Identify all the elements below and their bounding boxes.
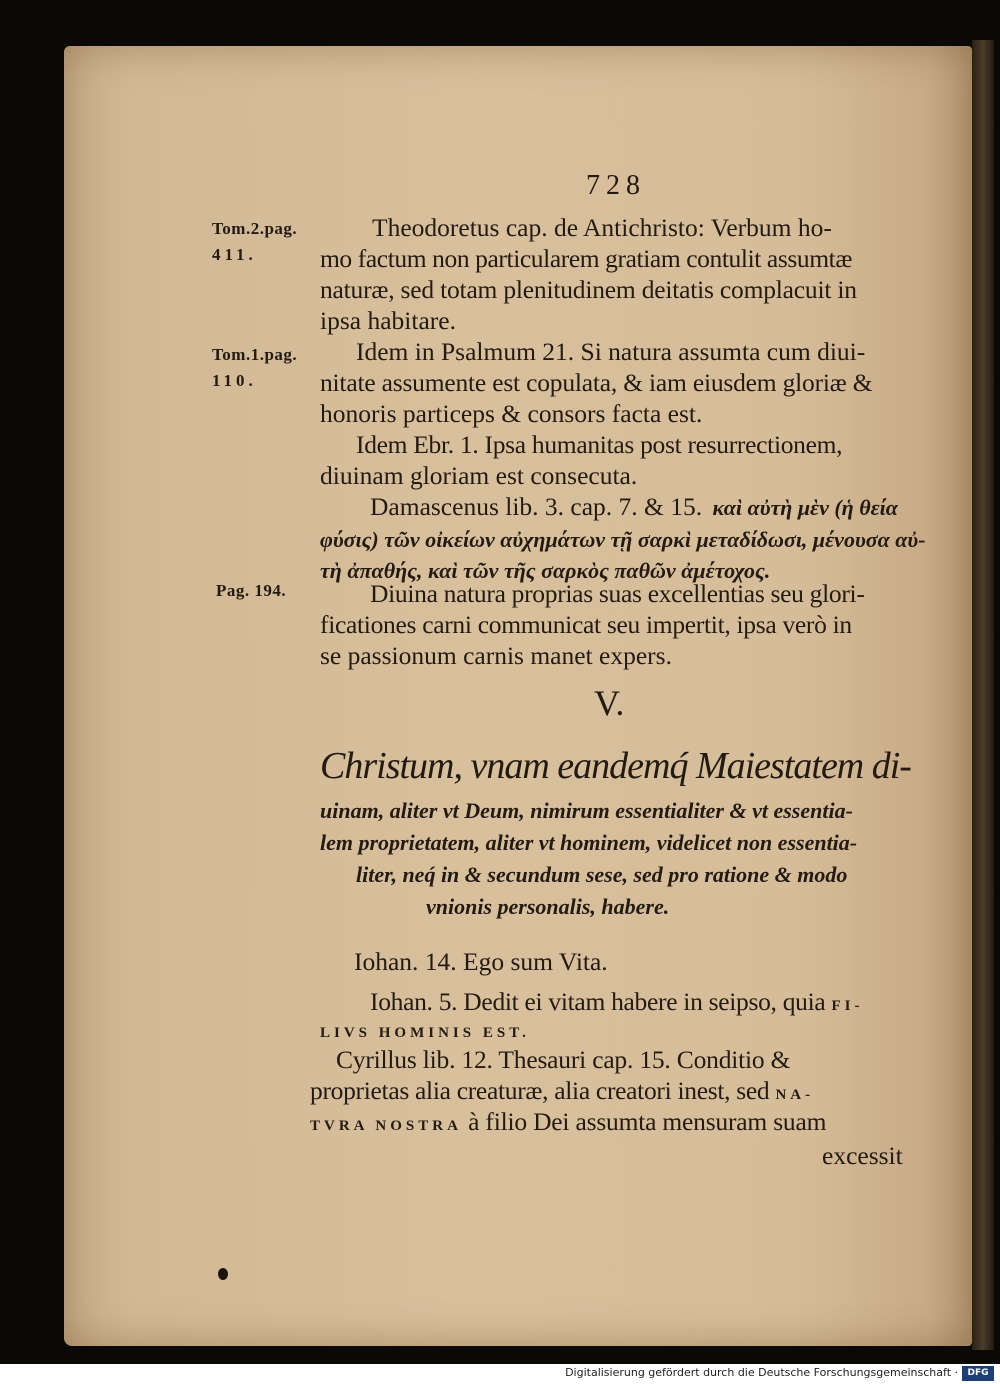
greek-line-2: φύσις) τῶν οἰκείων αὐχημάτων τῇ σαρκὶ μεταδίδωσι, μένουσα αὐ- (320, 527, 926, 552)
body-line-3: naturæ, sed totam plenitudinem deitatis complacuit in (320, 275, 857, 304)
catchword: excessit (822, 1141, 903, 1170)
margin-note-3 (216, 578, 286, 604)
closing-line-6 (310, 1106, 826, 1142)
iohan-5-text: Iohan. 5. Dedit ei vitam habere in seipso, quia (370, 987, 826, 1016)
thesis-line-2: uinam, aliter vt Deum, nimirum essentialiter & vt essentia- (320, 798, 853, 823)
margin-note-3-line1: Pag. 194. (216, 581, 287, 600)
closing-line-3: LIVS HOMINIS EST. (320, 1025, 530, 1041)
body-line-2: mo factum non particularem gratiam contulit assumtæ (320, 244, 852, 273)
tura-nostra: TVRA NOSTRA (310, 1118, 462, 1134)
filius-start: FI- (831, 998, 864, 1014)
greek-line-1: καὶ αὐτὴ μὲν (ἡ θεία (712, 495, 898, 520)
proprietas-text: proprietas alia creaturæ, alia creatori inest, sed (310, 1076, 770, 1105)
section-heading: V. (594, 683, 625, 723)
margin-note-2 (212, 342, 297, 394)
thesis-first-line: Christum, vnam eandemq́ Maiestatem di- (320, 745, 911, 787)
footer-bar (0, 1364, 1000, 1384)
closing-line-2 (370, 986, 863, 1022)
book-page (64, 46, 972, 1346)
footer-credit: Digitalisierung gefördert durch die Deutsche Forschungsgemeinschaft · (565, 1366, 958, 1379)
body2-line-1: Diuina natura proprias suas excellentias seu glori- (370, 579, 865, 608)
margin-note-1-line1: Tom.2.pag. (212, 219, 298, 238)
damascenus-citation: Damascenus lib. 3. cap. 7. & 15. (370, 492, 703, 521)
body-line-6: nitate assumente est copulata, & iam eiusdem gloriæ & (320, 368, 873, 397)
margin-note-2-line1: Tom.1.pag. (212, 345, 298, 364)
thesis-line-5: vnionis personalis, habere. (426, 894, 670, 919)
margin-note-1-line2: 411. (212, 245, 257, 264)
body-line-10 (370, 491, 898, 523)
body2-line-3: se passionum carnis manet expers. (320, 641, 672, 670)
closing-line-1: Iohan. 14. Ego sum Vita. (354, 947, 608, 976)
body-line-9: diuinam gloriam est consecuta. (320, 461, 638, 490)
page-number: 728 (586, 170, 646, 201)
margin-note-1 (212, 216, 297, 268)
body-line-7: honoris particeps & consors facta est. (320, 399, 703, 428)
natura-start: NA- (775, 1087, 815, 1103)
body-line-1: Theodoretus cap. de Antichristo: Verbum ho- (372, 213, 832, 242)
body-line-8: Idem Ebr. 1. Ipsa humanitas post resurrectionem, (356, 430, 843, 459)
thesis-line-3: lem proprietatem, aliter vt hominem, videlicet non essentia- (320, 830, 858, 855)
ink-dot (218, 1268, 228, 1280)
dfg-logo: DFG (962, 1366, 994, 1381)
book-edge (972, 40, 994, 1350)
body-line-4: ipsa habitare. (320, 306, 456, 335)
body-line-5: Idem in Psalmum 21. Si natura assumta cum diui- (356, 337, 866, 366)
body2-line-2: ficationes carni communicat seu impertit, ipsa verò in (320, 610, 852, 639)
margin-note-2-line2: 110. (212, 371, 257, 390)
greek-line-3: τὴ ἀπαθής, καὶ τῶν τῆς σαρκὸς παθῶν ἀμέτοχος. (320, 558, 771, 583)
filio-dei-text: à filio Dei assumta mensuram suam (468, 1107, 827, 1136)
closing-line-4: Cyrillus lib. 12. Thesauri cap. 15. Conditio & (336, 1045, 791, 1074)
thesis-line-4: liter, neq́ in & secundum sese, sed pro ratione & modo (356, 862, 848, 887)
